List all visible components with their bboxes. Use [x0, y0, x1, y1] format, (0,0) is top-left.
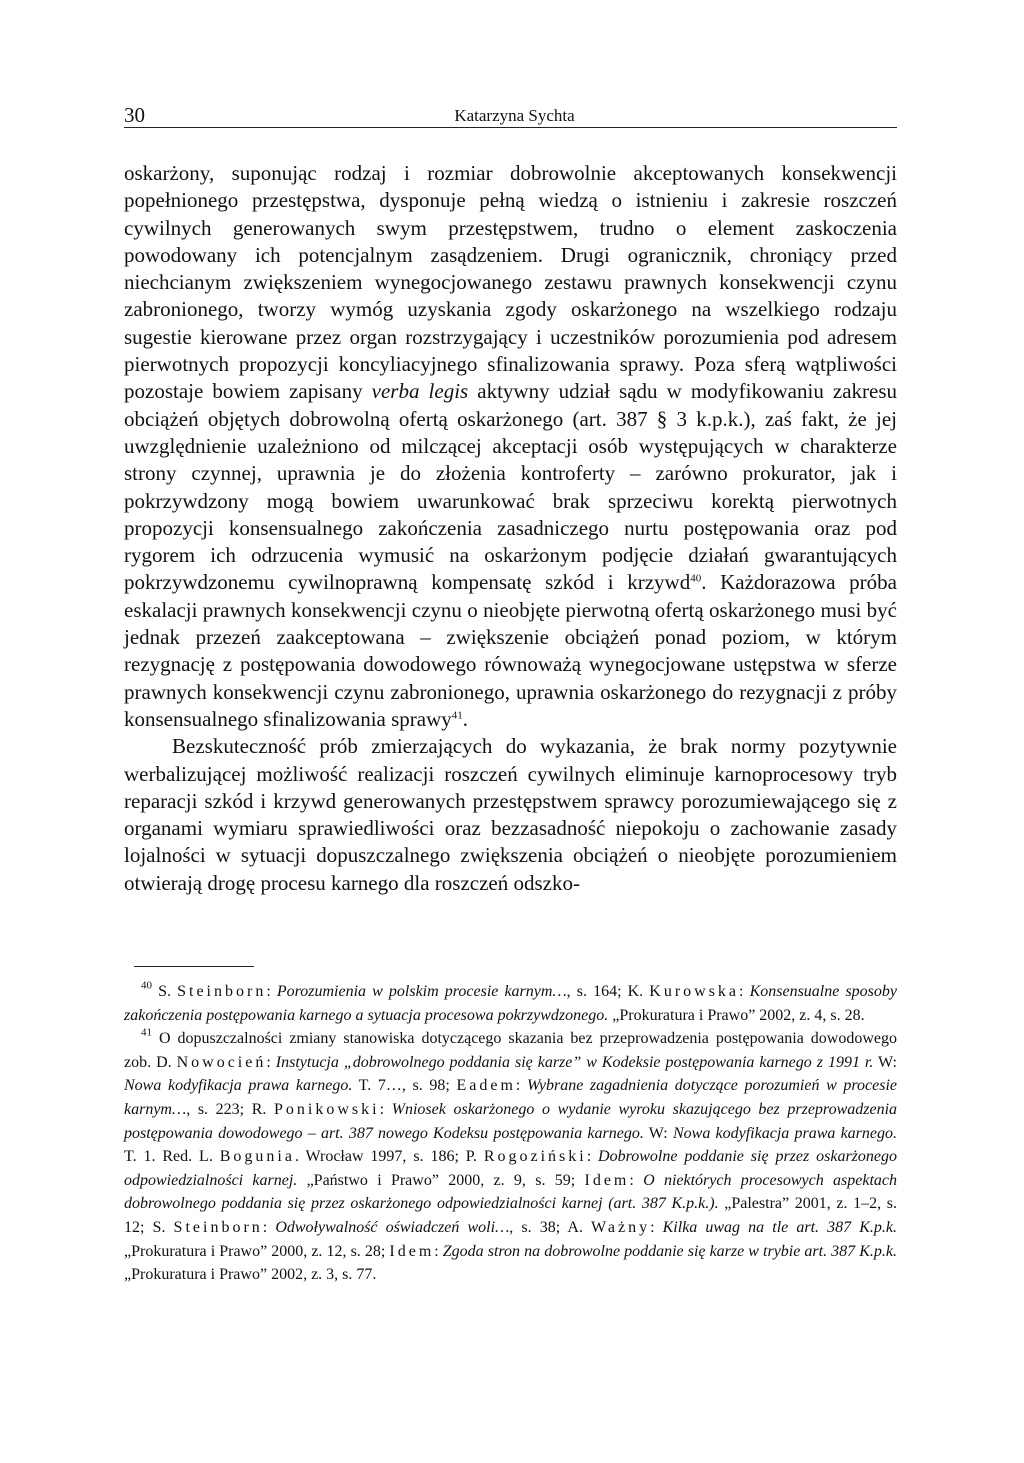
work-title: Instytucja „dobrowolnego poddania się karze” w Kodeksie postępowania karnego z 1991 r. — [275, 1053, 874, 1071]
text-run: „Prokuratura i Prawo” 2002, z. 3, s. 77. — [124, 1266, 377, 1284]
author-name: Rogoziński — [483, 1148, 587, 1166]
work-title: Porozumienia w polskim procesie karnym… — [276, 983, 567, 1000]
text-run: : — [379, 1100, 392, 1118]
text-run: aktywny udział sądu w modyfikowaniu zakresu obciążeń objętych dobrowolną ofertą oskarżonego (art. 387 § 3 k.p.k.), zaś fakt, że jej uwzględnienie uzależniono od milczącej akceptacji osób występujących w charakterze strony czynnej, uprawnia je do złożenia kontroferty – zarówno prokurator, jak i pokrzywdzony mogą bowiem uwarunkować brak sprzeciwu korektą pierwotnych propozycji konsensualnego zakończenia zasadniczego nurtu postępowania oraz pod rygorem ich odrzucenia wymusić na oskarżonym podjęcie działań gwarantujących pokrzywdzonemu cywilnoprawną kompensatę szkód i krzywd — [124, 379, 898, 595]
text-run: : — [629, 1171, 644, 1189]
text-run: „Palestra” 2001, z. 1–2, s. 12; S. — [124, 1195, 897, 1236]
author-name: Nowocień — [176, 1053, 267, 1071]
text-run: . Każdorazowa próba eskalacji prawnych konsekwencji czynu o nieobjęte pierwotną ofertą oskarżonego musi być jednak przezeń zaakceptowana – zwiększenie obciążeń ponad poziom, w którym rezygnację z postępowania dowodowego równoważą wynegocjowane ustępstwa w sferze prawnych konsekwencji czynu zabronionego, uprawnia oskarżonego do rezygnacji z próby konsensualnego sfinalizowania sprawy — [124, 570, 897, 731]
work-title: Wniosek oskarżonego o wydanie wyroku skazującego bez przeprowadzenia postępowania dowodowego – art. 387 nowego Kodeksu postępowania karnego. — [124, 1100, 898, 1142]
work-title: Nowa kodyfikacja prawa karnego. — [672, 1124, 898, 1142]
footnote-41 — [124, 1027, 897, 1287]
footnote-number: 40 — [141, 979, 152, 992]
author-name: Steinborn — [177, 983, 267, 1000]
text-run: W: — [873, 1053, 898, 1071]
text-run: : — [262, 1218, 276, 1236]
footnote-ref-40[interactable]: 40 — [690, 572, 702, 585]
author-name: Ponikowski — [274, 1100, 380, 1118]
text-run: . Wrocław 1997, s. 186; P. — [294, 1148, 484, 1166]
author-name: Idem — [584, 1171, 630, 1189]
text-run: „Prokuratura i Prawo” 2002, z. 4, s. 28. — [608, 1006, 865, 1024]
work-title: Wybrane zagadnienia dotyczące porozumień w procesie karnym… — [124, 1077, 898, 1118]
running-title: Katarzyna Sychta — [454, 106, 575, 125]
footnote-40 — [124, 980, 897, 1027]
text-run: : — [434, 1242, 443, 1260]
work-title: Odwoływalność oświadczeń woli… — [275, 1218, 510, 1236]
latin-phrase: verba legis — [371, 379, 469, 404]
author-name: Bogunia — [219, 1148, 295, 1166]
author-name: Kurowska — [649, 983, 740, 1000]
text-run: : — [266, 1053, 276, 1071]
author-name: Eadem — [456, 1077, 516, 1095]
author-name: Steinborn — [173, 1218, 263, 1236]
footnote-number: 41 — [141, 1026, 152, 1039]
text-run: „Prokuratura i Prawo” 2000, z. 12, s. 28; — [124, 1242, 390, 1260]
text-run: „Państwo i Prawo” 2000, z. 9, s. 59; — [297, 1171, 585, 1189]
work-title: Dobrowolne poddanie się przez oskarżonego odpowiedzialności karnej. — [124, 1148, 898, 1189]
text-run: : — [739, 983, 750, 1000]
author-name: Idem — [389, 1242, 435, 1260]
text-run: : — [266, 983, 277, 1000]
page-number: 30 — [124, 103, 145, 127]
text-run: : — [515, 1077, 527, 1095]
text-run: . — [462, 706, 468, 731]
paragraph-2: Bezskuteczność prób zmierzających do wykazania, że brak normy pozytywnie werbalizującej możliwość realizacji roszczeń cywilnych eliminuje karnoprocesowy tryb reparacji szkód i krzywd generowanych przestępstwem sprawcy porozumiewającego się z organami wymiaru sprawiedliwości oraz bezzasadność niepokoju o zachowanie zasady lojalności w sytuacji dopuszczalnego zwiększenia obciążeń o nieobjęte porozumieniem otwierają drogę procesu karnego dla roszczeń odszko- — [124, 734, 897, 895]
text-run: W: — [643, 1124, 673, 1142]
text-run: : — [650, 1218, 663, 1236]
text-run: , s. 223; R. — [186, 1100, 275, 1118]
author-name: Ważny — [591, 1218, 651, 1236]
text-run: O dopuszczalności zmiany stanowiska dotyczącego skazania bez przeprowadzenia postępowania dowodowego zob. D. — [124, 1030, 897, 1071]
main-text — [124, 160, 897, 897]
text-run: S. — [152, 983, 178, 1000]
footnote-separator — [134, 966, 254, 967]
paragraph-1 — [124, 160, 897, 733]
work-title: Nowa kodyfikacja prawa karnego. — [124, 1077, 353, 1095]
footnote-ref-41[interactable]: 41 — [451, 709, 463, 722]
work-title: Konsensualne sposoby zakończenia postępowania karnego a sytuacja procesowa pokrzywdzonego. — [124, 983, 897, 1024]
text-run: : — [586, 1148, 599, 1166]
work-title: Kilka uwag na tle art. 387 K.p.k. — [662, 1218, 897, 1236]
work-title: O niektórych procesowych aspektach dobrowolnego poddania się przez oskarżonego odpowiedzialności karnej (art. 387 K.p.k.). — [124, 1171, 897, 1213]
text-run: , s. 164; K. — [566, 983, 650, 1000]
page-header — [124, 103, 897, 128]
text-run: oskarżony, suponując rodzaj i rozmiar dobrowolnie akceptowanych konsekwencji popełnionego przestępstwa, dysponuje pełną wiedzą o istnieniu i zakresie roszczeń cywilnych generowanych swym przestępstwem, trudno o element zaskoczenia powodowany ich potencjalnym zasądzeniem. Drugi ogranicznik, chroniący przed niechcianym zwiększeniem wynegocjowanego zestawu prawnych konsekwencji czynu zabronionego, tworzy wymóg uzyskania zgody oskarżonego na wszelkiego rodzaju sugestie kierowane przez organ rozstrzygający i uczestników porozumienia pod adresem pierwotnych propozycji koncyliacyjnego sfinalizowania sprawy. Poza sferą wątpliwości pozostaje bowiem zapisany — [124, 161, 897, 404]
work-title: Zgoda stron na dobrowolne poddanie się karze w trybie art. 387 K.p.k. — [442, 1242, 897, 1260]
text-run: , s. 38; A. — [509, 1218, 592, 1236]
text-run: T. 7…, s. 98; — [352, 1077, 457, 1095]
text-run: T. 1. Red. L. — [124, 1148, 220, 1166]
footnotes — [124, 980, 897, 1287]
